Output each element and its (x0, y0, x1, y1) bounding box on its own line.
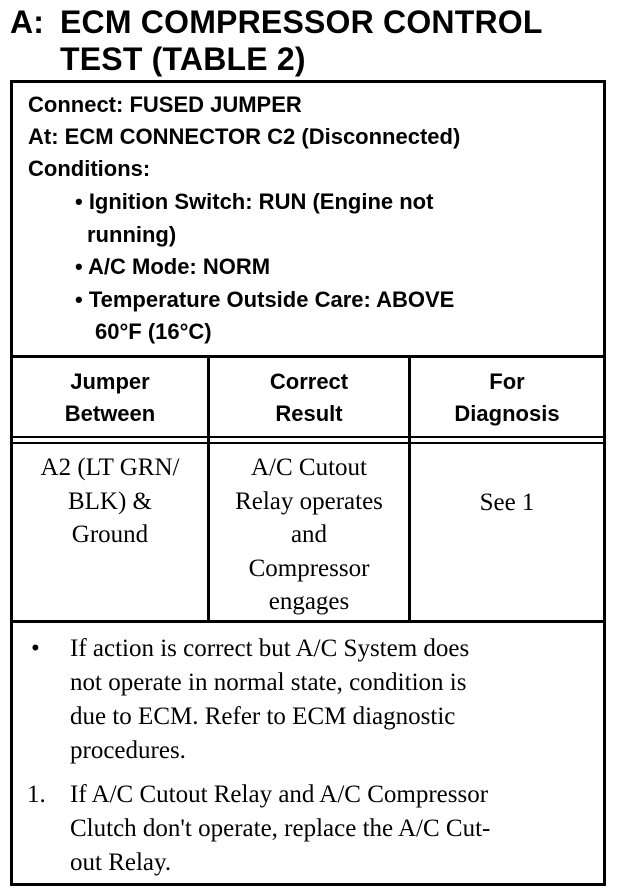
header-line: Between (64, 401, 156, 426)
note-marker: • (31, 635, 40, 662)
connect-line: Connect: FUSED JUMPER (28, 92, 302, 117)
note-marker: 1. (27, 781, 46, 808)
cell-line: engages (268, 588, 350, 615)
header-correct-result (210, 366, 408, 430)
note-line: out Relay. (70, 849, 172, 876)
note-line: If action is correct but A/C System does (70, 635, 470, 662)
header-line: Diagnosis (454, 401, 560, 426)
note-line: due to ECM. Refer to ECM diagnostic (70, 703, 456, 730)
section-prefix: A: (10, 4, 45, 40)
condition-temperature-cont: 60°F (16°C) (95, 319, 212, 344)
divider-header-b (13, 442, 603, 444)
test-setup (13, 83, 603, 355)
test-table (10, 80, 606, 886)
divider-setup (13, 355, 603, 358)
title-line-1 (10, 4, 610, 41)
cell-line: Relay operates (235, 487, 383, 515)
header-line: For (489, 369, 525, 394)
header-jumper-between (13, 366, 207, 430)
condition-ignition: • Ignition Switch: RUN (Engine not (75, 189, 434, 214)
procedure-title (10, 4, 610, 78)
note-text (70, 778, 595, 880)
header-line: Result (275, 401, 343, 426)
at-line: At: ECM CONNECTOR C2 (Disconnected) (28, 124, 461, 149)
header-line: Correct (269, 369, 349, 394)
note-line: If A/C Cutout Relay and A/C Compressor (70, 781, 489, 808)
note-line: procedures. (70, 737, 186, 764)
note-text (70, 632, 595, 768)
cell-diagnosis: See 1 (479, 489, 535, 516)
cell-line: A/C Cutout (251, 454, 367, 481)
cell-jumper (13, 451, 207, 552)
cell-line: and (290, 521, 328, 548)
title-text-2: TEST (TABLE 2) (60, 41, 306, 77)
cell-correct-result (210, 451, 408, 619)
cell-line: BLK) & (67, 487, 153, 515)
header-for-diagnosis (411, 366, 603, 430)
divider-header-a (13, 436, 603, 438)
divider-notes (13, 620, 603, 623)
cell-line: Ground (71, 521, 149, 548)
condition-ac-mode: • A/C Mode: NORM (75, 254, 271, 279)
note-line: not operate in normal state, condition is (70, 669, 467, 696)
condition-ignition-cont: running) (87, 222, 177, 247)
header-line: Jumper (70, 369, 150, 394)
conditions-label: Conditions: (28, 156, 151, 181)
note-line: Clutch don't operate, replace the A/C Cut- (70, 815, 491, 842)
cell-line: A2 (LT GRN/ (40, 454, 180, 481)
cell-line: Compressor (248, 554, 370, 582)
condition-temperature: • Temperature Outside Care: ABOVE (75, 287, 455, 312)
title-text-1: ECM COMPRESSOR CONTROL (60, 4, 543, 40)
